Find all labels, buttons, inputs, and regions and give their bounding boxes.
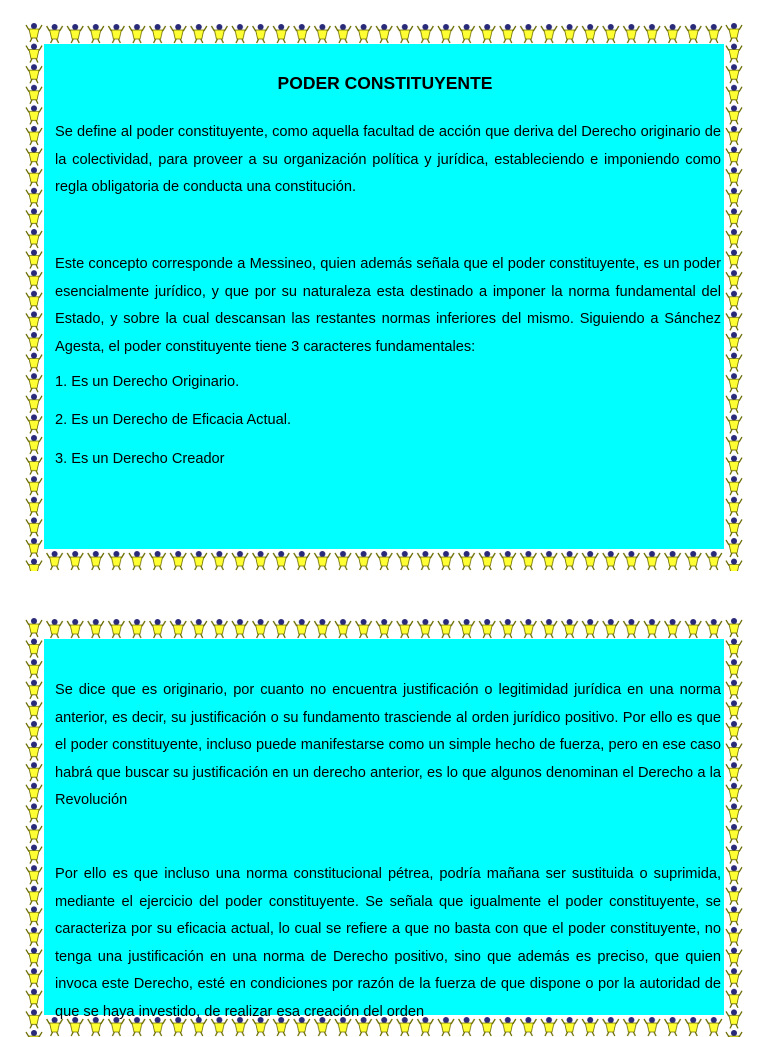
- yellow-figure-icon: [24, 617, 44, 1037]
- list-item: 2. Es un Derecho de Eficacia Actual.: [55, 412, 292, 428]
- yellow-figure-icon: [724, 617, 746, 1037]
- yellow-figure-icon: [24, 617, 746, 639]
- paragraph: Se define al poder constituyente, como aquella facultad de acción que deriva del Derecho originario de la colectividad, para proveer a su organización política y jurídica, estableciendo e imponiendo como regla obligatoria de conducta una constitución.: [55, 124, 721, 195]
- yellow-figure-icon: [24, 22, 746, 44]
- list-item: 3. Es un Derecho Creador: [55, 451, 225, 467]
- yellow-figure-icon: [724, 22, 746, 571]
- paragraph: Se dice que es originario, por cuanto no encuentra justificación o legitimidad jurídica en una norma anterior, es decir, su justificación o su fundamento trasciende al orden jurídico positivo. Por ello es que el poder constituyente, incluso puede manifestarse como un simple hecho de fuerza, pero en ese caso habrá que buscar su justificación en un derecho anterior, es lo que algunos denominan el Derecho a la Revolución: [55, 682, 721, 808]
- page-title: PODER CONSTITUYENTE: [277, 73, 493, 93]
- yellow-figure-icon: [24, 549, 746, 571]
- paragraph: Por ello es que incluso una norma constitucional pétrea, podría mañana ser sustituida o suprimida, mediante el ejercicio del poder constituyente. Se señala que igualmente el poder constituyente, se caracteriza por su eficacia actual, lo cual se refiere a que no basta con que el poder constituyente, no tenga una justificación en una norma de Derecho positivo, sino que además es preciso, que quien invoca este Derecho, esté en condiciones por razón de la fuerza de que dispone o por la autoridad de que se haya investido, de realizar esa creación del orden: [55, 866, 721, 1020]
- paragraph: Este concepto corresponde a Messineo, quien además señala que el poder constituyente, es un poder esencialmente jurídico, y que por su naturaleza esta destinado a imponer la norma fundamental del Estado, y sobre la cual descansan las restantes normas inferiores del mismo. Siguiendo a Sánchez Agesta, el poder constituyente tiene 3 caracteres fundamentales:: [55, 256, 721, 355]
- document-page-1: [24, 22, 746, 571]
- document-page-2: [24, 617, 746, 1037]
- yellow-figure-icon: [24, 22, 44, 571]
- list-item: 1. Es un Derecho Originario.: [55, 374, 240, 390]
